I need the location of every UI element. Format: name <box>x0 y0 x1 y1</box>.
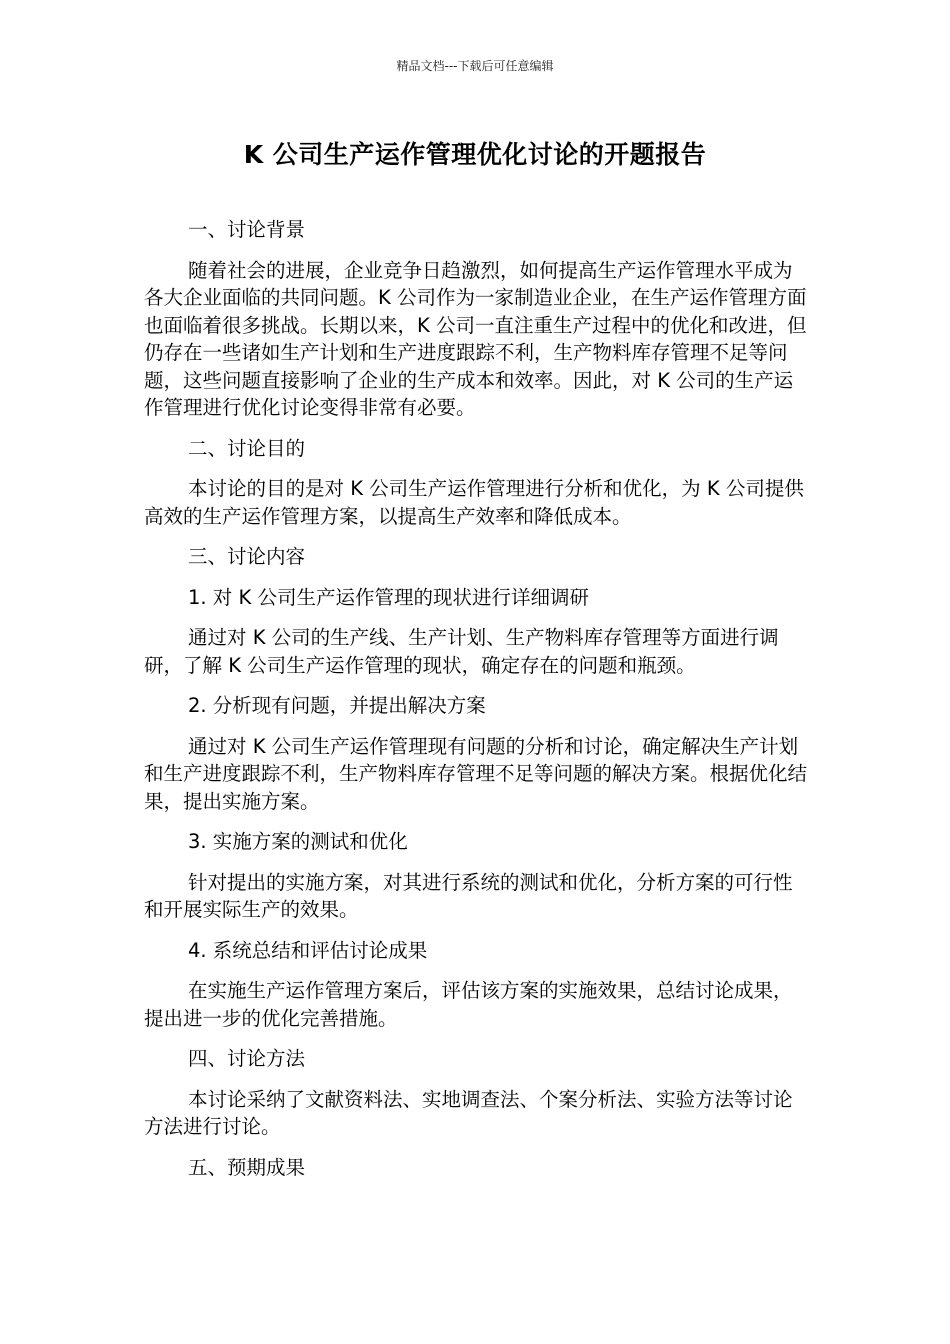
section-heading-expected-results: 五、预期成果 <box>188 1155 306 1179</box>
section-heading-content: 三、讨论内容 <box>188 545 306 568</box>
section-body-methods: 本讨论采纳了文献资料法、实地调查法、个案分析法、实验方法等讨论方法进行讨论。 <box>144 1087 793 1138</box>
subsection-body-4: 在实施生产运作管理方案后，评估该方案的实施效果，总结讨论成果，提出进一步的优化完善措施。 <box>144 979 793 1030</box>
subsection-body-1: 通过对 K 公司的生产线、生产计划、生产物料库存管理等方面进行调研，了解 K 公司生产运作管理的现状，确定存在的问题和瓶颈。 <box>144 626 779 677</box>
subsection-heading-2: 2. 分析现有问题，并提出解决方案 <box>188 694 486 717</box>
subsection-body-2: 通过对 K 公司生产运作管理现有问题的分析和讨论，确定解决生产计划和生产进度跟踪不利，生产物料库存管理不足等问题的解决方案。根据优化结果，提出实施方案。 <box>144 734 808 813</box>
subsection-heading-4: 4. 系统总结和评估讨论成果 <box>188 938 428 962</box>
section-heading-methods: 四、讨论方法 <box>188 1047 306 1070</box>
section-body-background: 随着社会的进展，企业竞争日趋激烈，如何提高生产运作管理水平成为各大企业面临的共同问题。K 公司作为一家制造业企业，在生产运作管理方面也面临着很多挑战。长期以来，K 公司一直注重生产过程中的优化和改进，但仍存在一些诸如生产计划和生产进度跟踪不利，生产物料库存管理不足等问题，这些问题直接影响了企业的生产成本和效率。因此，对 K 公司的生产运作管理进行优化讨论变得非常有必要。 <box>144 258 807 419</box>
document-body <box>144 216 808 1194</box>
header-note: 精品文档---下载后可任意编辑 <box>396 59 554 73</box>
section-body-purpose: 本讨论的目的是对 K 公司生产运作管理进行分析和优化，为 K 公司提供高效的生产运作管理方案，以提高生产效率和降低成本。 <box>144 477 804 528</box>
section-heading-background: 一、讨论背景 <box>188 218 306 241</box>
subsection-body-3: 针对提出的实施方案，对其进行系统的测试和优化，分析方案的可行性和开展实际生产的效果。 <box>144 870 793 921</box>
subsection-heading-1: 1. 对 K 公司生产运作管理的现状进行详细调研 <box>188 585 589 609</box>
subsection-heading-3: 3. 实施方案的测试和优化 <box>188 830 408 853</box>
document-title: K 公司生产运作管理优化讨论的开题报告 <box>243 140 707 169</box>
section-heading-purpose: 二、讨论目的 <box>188 436 306 460</box>
